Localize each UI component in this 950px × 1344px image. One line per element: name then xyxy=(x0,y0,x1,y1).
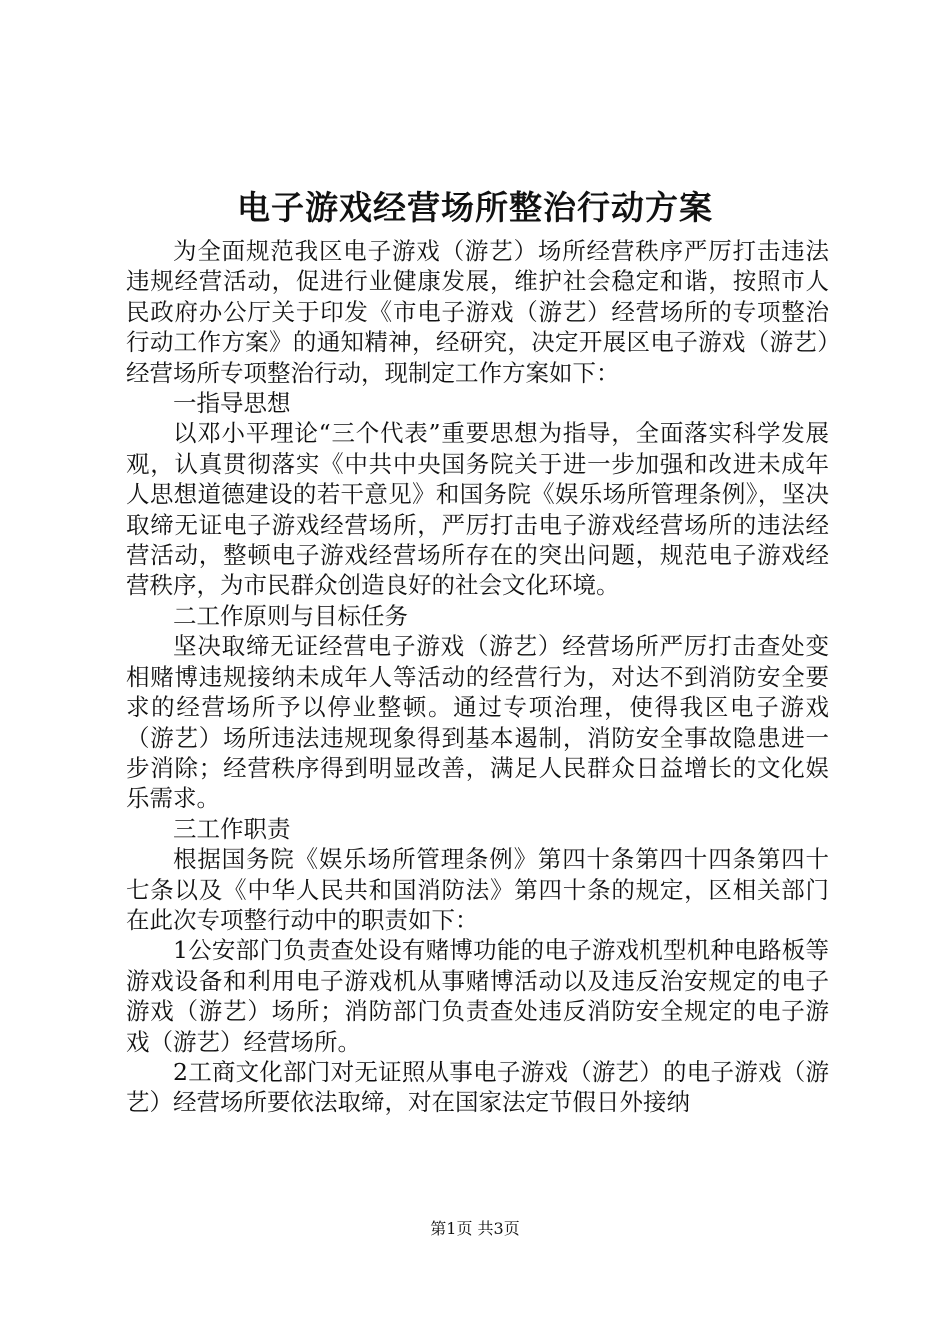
responsibility-item-2: 2工商文化部门对无证照从事电子游戏（游艺）的电子游戏（游艺）经营场所要依法取缔，对在国家法定节假日外接纳 xyxy=(126,1057,829,1117)
responsibilities-paragraph: 根据国务院《娱乐场所管理条例》第四十条第四十四条第四十七条以及《中华人民共和国消防法》第四十条的规定，区相关部门在此次专项整行动中的职责如下： xyxy=(126,845,829,934)
intro-paragraph: 为全面规范我区电子游戏（游艺）场所经营秩序严厉打击违法违规经营活动，促进行业健康发展，维护社会稳定和谐，按照市人民政府办公厅关于印发《市电子游戏（游艺）经营场所的专项整治行动工作方案》的通知精神，经研究，决定开展区电子游戏（游艺）经营场所专项整治行动，现制定工作方案如下： xyxy=(126,237,829,387)
section-heading-guiding-thought: 一指导思想 xyxy=(173,389,291,418)
principles-paragraph: 坚决取缔无证经营电子游戏（游艺）经营场所严厉打击查处变相赌博违规接纳未成年人等活动的经营行为，对达不到消防安全要求的经营场所予以停业整顿。通过专项治理，使得我区电子游戏（游艺）场所违法违规现象得到基本遏制，消防安全事故隐患进一步消除；经营秩序得到明显改善，满足人民群众日益增长的文化娱乐需求。 xyxy=(126,632,829,813)
document-body xyxy=(126,236,829,1118)
responsibility-item-1: 1公安部门负责查处设有赌博功能的电子游戏机型机种电路板等游戏设备和利用电子游戏机从事赌博活动以及违反治安规定的电子游戏（游艺）场所；消防部门负责查处违反消防安全规定的电子游戏（游艺）经营场所。 xyxy=(126,936,829,1056)
section-heading-principles: 二工作原则与目标任务 xyxy=(173,601,408,630)
page-footer: 第1页 共3页 xyxy=(430,1219,520,1238)
section-heading-responsibilities: 三工作职责 xyxy=(173,814,291,843)
guiding-thought-paragraph: 以邓小平理论“三个代表”重要思想为指导，全面落实科学发展观，认真贯彻落实《中共中央国务院关于进一步加强和改进未成年人思想道德建设的若干意见》和国务院《娱乐场所管理条例》，坚决取缔无证电子游戏经营场所，严厉打击电子游戏经营场所的违法经营活动，整顿电子游戏经营场所存在的突出问题，规范电子游戏经营秩序，为市民群众创造良好的社会文化环境。 xyxy=(126,419,829,600)
document-title: 电子游戏经营场所整治行动方案 xyxy=(237,188,713,227)
